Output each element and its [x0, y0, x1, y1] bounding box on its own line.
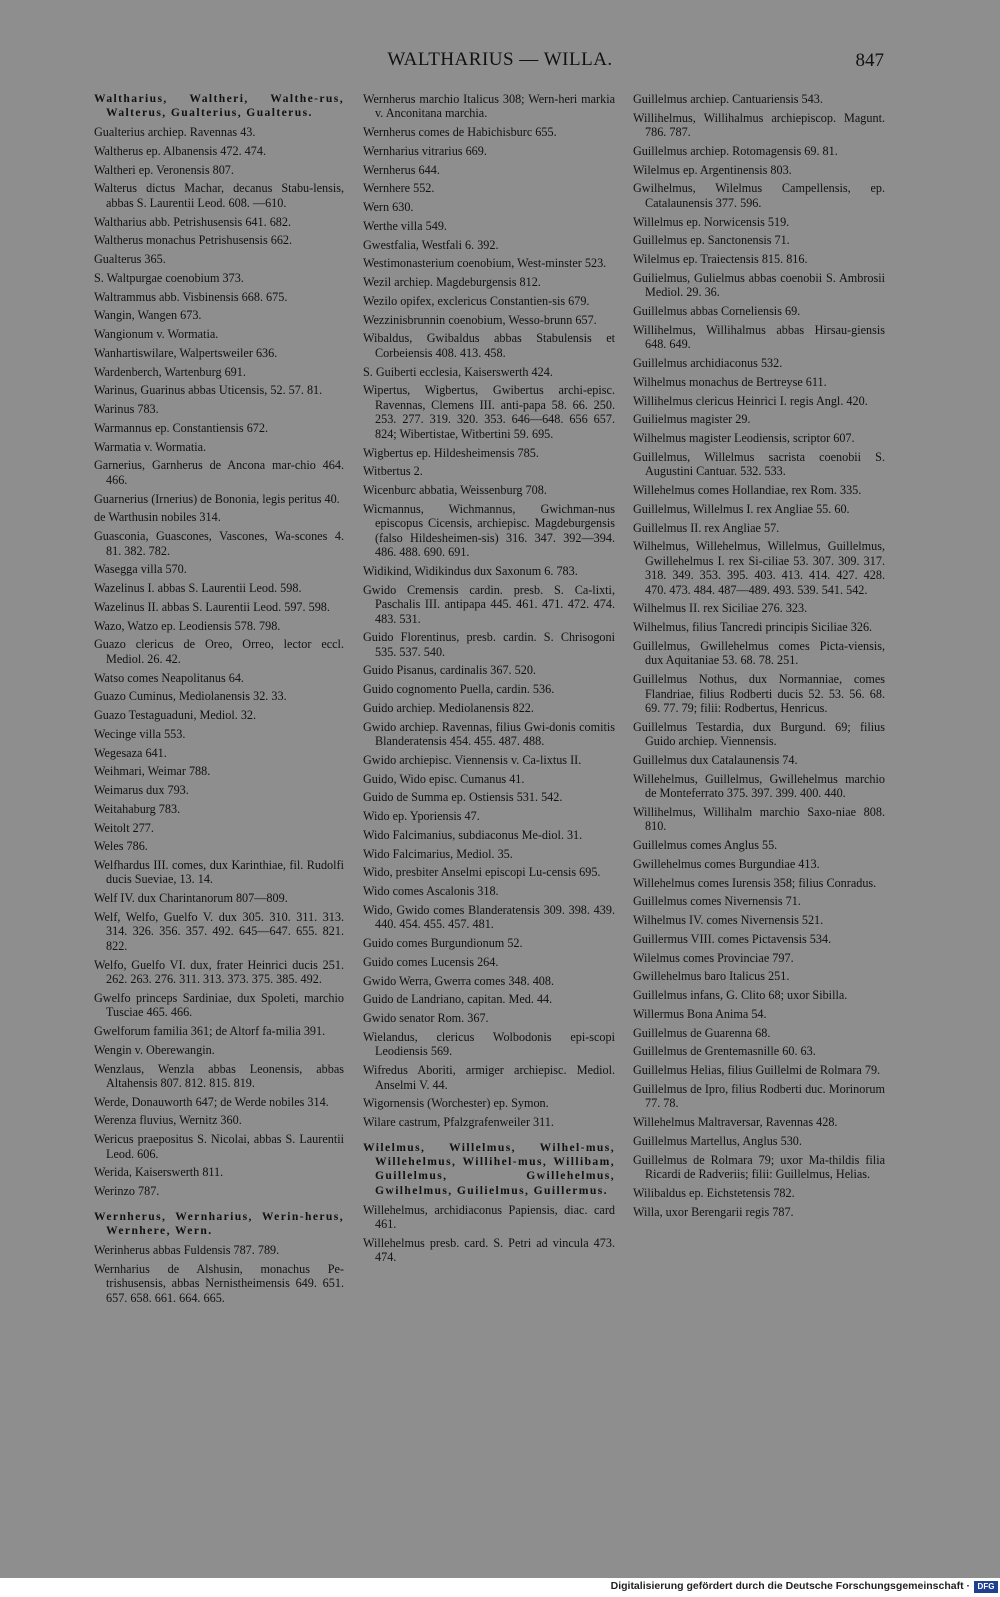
index-entry: S. Waltpurgae coenobium 373. — [94, 270, 244, 285]
index-column-1 — [94, 92, 344, 1309]
index-entry: Weihmari, Weimar 788. — [94, 764, 211, 779]
index-entry: Guillelmus de Ipro, filius Rodberti duc. Morinorum 77. 78. — [633, 1081, 885, 1111]
index-entry: Warinus, Guarinus abbas Uticensis, 52. 57. 81. — [94, 383, 323, 398]
index-entry: Wern 630. — [363, 200, 414, 215]
index-entry: Guido comes Lucensis 264. — [363, 954, 499, 969]
index-entry: Gwido Cremensis cardin. presb. S. Ca-lixti, Paschalis III. antipapa 445. 461. 471. 472. 474. 483. 531. — [363, 582, 615, 626]
index-entry: Guillelmus ep. Sanctonensis 71. — [633, 233, 790, 248]
index-entry: Werthe villa 549. — [363, 218, 447, 233]
index-entry: Guillelmus archidiaconus 532. — [633, 356, 783, 371]
index-entry: Guido de Summa ep. Ostiensis 531. 542. — [363, 790, 563, 805]
index-entry: Gwido archiep. Ravennas, filius Gwi-donis comitis Blanderatensis 454. 455. 487. 488. — [363, 719, 615, 749]
index-entry: Guillelmus de Rolmara 79; uxor Ma-thildis filia Ricardi de Radveriis; filii: Guillelmus, Helias. — [633, 1152, 885, 1181]
index-entry: Guillelmus infans, G. Clito 68; uxor Sibilla. — [633, 988, 848, 1003]
index-entry: Witbertus 2. — [363, 464, 423, 479]
index-entry: Guillelmus Martellus, Anglus 530. — [633, 1133, 802, 1148]
index-entry: Willa, uxor Berengarii regis 787. — [633, 1204, 794, 1219]
funding-credit: Digitalisierung gefördert durch die Deutsche Forschungsgemeinschaft · — [610, 1580, 970, 1592]
index-entry: Guazo Cuminus, Mediolanensis 32. 33. — [94, 689, 287, 704]
index-entry: Wernhere 552. — [363, 181, 435, 196]
index-entry: Warinus 783. — [94, 402, 159, 417]
index-entry: Welf, Welfo, Guelfo V. dux 305. 310. 311. 313. 314. 326. 356. 357. 492. 645—647. 655. 821. 822. — [94, 909, 344, 953]
index-entry: Guillelmus abbas Corneliensis 69. — [633, 304, 801, 319]
index-entry: Willihelmus, Willihalm marchio Saxo-niae 808. 810. — [633, 804, 885, 834]
index-entry: Guillermus VIII. comes Pictavensis 534. — [633, 931, 832, 946]
index-entry: Gwido archiepisc. Viennensis v. Ca-lixtus II. — [363, 752, 582, 767]
index-entry: Wido comes Ascalonis 318. — [363, 884, 499, 899]
index-entry: Gwelforum familia 361; de Altorf fa-milia 391. — [94, 1024, 326, 1039]
index-entry: Wecinge villa 553. — [94, 726, 186, 741]
index-entry: Guillelmus de Guarenna 68. — [633, 1025, 771, 1040]
index-heading: Wilelmus, Willelmus, Wilhel-mus, Willehelmus, Willihel-mus, Willibam, Guillelmus, Gwillehelmus, Gwilhelmus, Guilielmus, Guillermus. — [363, 1140, 615, 1197]
index-entry: Guillelmus, Gwillehelmus comes Picta-viensis, dux Aquitaniae 53. 68. 78. 251. — [633, 638, 885, 668]
index-entry: Weimarus dux 793. — [94, 783, 189, 798]
index-entry: Werinherus abbas Fuldensis 787. 789. — [94, 1242, 280, 1257]
index-entry: Guillelmus archiep. Rotomagensis 69. 81. — [633, 143, 838, 158]
index-entry: Werinzo 787. — [94, 1184, 160, 1199]
index-entry: Wido, presbiter Anselmi episcopi Lu-censis 695. — [363, 865, 601, 880]
index-entry: Guido Florentinus, presb. cardin. S. Chrisogoni 535. 537. 540. — [363, 630, 615, 659]
index-entry: Willihelmus, Willihalmus abbas Hirsau-giensis 648. 649. — [633, 322, 885, 352]
index-entry: Wazelinus II. abbas S. Laurentii Leod. 597. 598. — [94, 599, 330, 614]
index-entry: Wazo, Watzo ep. Leodiensis 578. 798. — [94, 618, 281, 633]
index-entry: Guillelmus, Willelmus I. rex Angliae 55. 60. — [633, 501, 850, 516]
index-entry: Warmatia v. Wormatia. — [94, 439, 207, 454]
index-heading: Waltharius, Waltheri, Walthe-rus, Walterus, Gualterius, Gualterus. — [94, 92, 344, 120]
index-entry: Welfhardus III. comes, dux Karinthiae, fil. Rudolfi ducis Sueviae, 13. 14. — [94, 858, 344, 887]
index-entry: Wilelmus comes Provinciae 797. — [633, 950, 794, 965]
index-entry: Wilhelmus II. rex Siciliae 276. 323. — [633, 601, 808, 616]
index-entry: Guido cognomento Puella, cardin. 536. — [363, 682, 555, 697]
index-entry: Wigbertus ep. Hildesheimensis 785. — [363, 445, 539, 460]
index-column-3 — [633, 92, 885, 1223]
index-entry: Guasconia, Guascones, Vascones, Wa-scones 4. 81. 382. 782. — [94, 529, 344, 558]
index-entry: Welfo, Guelfo VI. dux, frater Heinrici ducis 251. 262. 263. 276. 311. 313. 373. 375. 385. 492. — [94, 957, 344, 987]
index-entry: Guillelmus Testardia, dux Burgund. 69; filius Guido archiep. Viennensis. — [633, 719, 885, 749]
index-entry: Gualterius archiep. Ravennas 43. — [94, 125, 256, 140]
index-entry: Wezil archiep. Magdeburgensis 812. — [363, 275, 541, 290]
index-entry: Wido Falcimarius, Mediol. 35. — [363, 846, 513, 861]
index-entry: Guilielmus, Gulielmus abbas coenobii S. Ambrosii Mediol. 29. 36. — [633, 270, 885, 300]
index-entry: Werenza fluvius, Wernitz 360. — [94, 1113, 242, 1128]
index-entry: Wilhelmus, filius Tancredi principis Siciliae 326. — [633, 620, 873, 635]
index-entry: Guido comes Burgundionum 52. — [363, 936, 523, 951]
index-entry: Widikind, Widikindus dux Saxonum 6. 783. — [363, 563, 578, 578]
index-entry: Guido, Wido episc. Cumanus 41. — [363, 771, 525, 786]
index-entry: Wernherus 644. — [363, 162, 440, 177]
index-entry: Wilelmus ep. Traiectensis 815. 816. — [633, 252, 808, 267]
index-entry: Wangin, Wangen 673. — [94, 308, 202, 323]
page-number: 847 — [855, 50, 884, 71]
index-entry: Werde, Donauworth 647; de Werde nobiles 314. — [94, 1094, 329, 1109]
index-entry: Wernharius de Alshusin, monachus Pe-trishusensis, abbas Nernistheimensis 649. 651. 657. 658. 661. 664. 665. — [94, 1261, 344, 1305]
index-entry: Wasegga villa 570. — [94, 562, 187, 577]
index-entry: Wibaldus, Gwibaldus abbas Stabulensis et Corbeiensis 408. 413. 458. — [363, 331, 615, 360]
index-entry: Wernherus marchio Italicus 308; Wern-heri markia v. Anconitana marchia. — [363, 92, 615, 121]
index-entry: Wipertus, Wigbertus, Gwibertus archi-episc. Ravennas, Clemens III. anti-papa 58. 66. 250. 253. 277. 319. 320. 353. 646—648. 656 657. 824; Wibertistae, Witbertini 59. 695. — [363, 383, 615, 441]
index-entry: Guazo Testaguaduni, Mediol. 32. — [94, 708, 257, 723]
index-entry: Guazo clericus de Oreo, Orreo, lector eccl. Mediol. 26. 42. — [94, 637, 344, 666]
index-entry: Willehelmus, archidiaconus Papiensis, diac. card 461. — [363, 1202, 615, 1232]
index-entry: Willehelmus Maltraversar, Ravennas 428. — [633, 1115, 838, 1130]
index-entry: Willelmus ep. Norwicensis 519. — [633, 214, 790, 229]
index-heading: Wernherus, Wernharius, Werin-herus, Wernhere, Wern. — [94, 1209, 344, 1238]
index-entry: Willehelmus comes Iurensis 358; filius Conradus. — [633, 875, 877, 890]
index-entry: Guillelmus, Willelmus sacrista coenobii S. Augustini Cantuar. 532. 533. — [633, 449, 885, 479]
index-entry: Willehelmus presb. card. S. Petri ad vincula 473. 474. — [363, 1235, 615, 1265]
page-title: WALTHARIUS — WILLA. — [387, 49, 613, 70]
index-entry: Guillelmus comes Anglus 55. — [633, 838, 778, 853]
index-entry: Gwestfalia, Westfali 6. 392. — [363, 237, 499, 252]
index-entry: Guillelmus de Grentemasnille 60. 63. — [633, 1044, 816, 1059]
index-entry: Wanhartiswilare, Walpertsweiler 636. — [94, 345, 278, 360]
index-entry: Willihelmus, Willihalmus archiepiscop. Magunt. 786. 787. — [633, 110, 885, 140]
index-entry: Guillelmus Helias, filius Guillelmi de Rolmara 79. — [633, 1063, 881, 1078]
index-entry: Wezzinisbrunnin coenobium, Wesso-brunn 657. — [363, 312, 597, 327]
index-entry: Willermus Bona Anima 54. — [633, 1006, 767, 1021]
index-entry: Wicmannus, Wichmannus, Gwichman-nus episcopus Cicensis, archiepisc. Magdeburgensis (falso Hildesheimen-sis) 316. 347. 392—394. 486. 488. 690. 691. — [363, 501, 615, 560]
index-entry: Gwelfo princeps Sardiniae, dux Spoleti, marchio Tusciae 465. 466. — [94, 990, 344, 1020]
index-entry: Wilare castrum, Pfalzgrafenweiler 311. — [363, 1115, 554, 1130]
index-entry: Gwillehelmus baro Italicus 251. — [633, 969, 790, 984]
index-entry: Walterus dictus Machar, decanus Stabu-lensis, abbas S. Laurentii Leod. 608. —610. — [94, 181, 344, 210]
index-column-2 — [363, 92, 615, 1269]
dfg-logo: DFG — [974, 1581, 998, 1593]
index-entry: Wilhelmus IV. comes Nivernensis 521. — [633, 913, 824, 928]
index-entry: Wido ep. Yporiensis 47. — [363, 809, 480, 824]
index-entry: Weles 786. — [94, 839, 148, 854]
index-entry: Wifredus Aboriti, armiger archiepisc. Mediol. Anselmi V. 44. — [363, 1063, 615, 1092]
footer-bar — [0, 1578, 1000, 1597]
index-entry: Weitahaburg 783. — [94, 801, 181, 816]
index-entry: Gwillehelmus comes Burgundiae 413. — [633, 856, 820, 871]
index-entry: Guillelmus comes Nivernensis 71. — [633, 894, 801, 909]
index-entry: Wengin v. Oberewangin. — [94, 1042, 215, 1057]
index-entry: Guilielmus magister 29. — [633, 412, 751, 427]
index-entry: Warmannus ep. Constantiensis 672. — [94, 420, 269, 435]
index-entry: Guillelmus dux Catalaunensis 74. — [633, 752, 798, 767]
index-entry: S. Guiberti ecclesia, Kaiserswerth 424. — [363, 364, 553, 379]
index-entry: Wilelmus ep. Argentinensis 803. — [633, 162, 792, 177]
index-entry: Wicenburc abbatia, Weissenburg 708. — [363, 483, 547, 498]
index-entry: Weitolt 277. — [94, 820, 154, 835]
index-entry: Guillelmus II. rex Angliae 57. — [633, 520, 780, 535]
index-entry: Guido archiep. Mediolanensis 822. — [363, 700, 534, 715]
index-entry: Waltharius abb. Petrishusensis 641. 682. — [94, 214, 292, 229]
index-entry: Willehelmus, Guillelmus, Gwillehelmus marchio de Monteferrato 375. 397. 399. 400. 440. — [633, 771, 885, 801]
index-entry: Wardenberch, Wartenburg 691. — [94, 364, 246, 379]
index-entry: Wazelinus I. abbas S. Laurentii Leod. 598. — [94, 581, 302, 596]
index-entry: Werida, Kaiserswerth 811. — [94, 1165, 224, 1180]
index-entry: Watso comes Neapolitanus 64. — [94, 670, 244, 685]
index-entry: Willehelmus comes Hollandiae, rex Rom. 335. — [633, 483, 862, 498]
index-entry: Wernharius vitrarius 669. — [363, 143, 487, 158]
index-entry: Gwilhelmus, Wilelmus Campellensis, ep. Catalaunensis 377. 596. — [633, 181, 885, 210]
index-entry: Wernherus comes de Habichisburc 655. — [363, 125, 557, 140]
index-entry: Guillelmus Nothus, dux Normanniae, comes Flandriae, filius Rodberti ducis 52. 53. 56. 68. 69. 77. 79; filii: Rodbertus, Henricus. — [633, 672, 885, 715]
index-entry: Garnerius, Garnherus de Ancona mar-chio 464. 466. — [94, 458, 344, 487]
index-entry: Wido, Gwido comes Blanderatensis 309. 398. 439. 440. 454. 455. 457. 481. — [363, 902, 615, 932]
index-entry: Gwido senator Rom. 367. — [363, 1011, 489, 1026]
index-entry: Guarnerius (Irnerius) de Bononia, legis peritus 40. — [94, 491, 340, 506]
index-entry: Wilibaldus ep. Eichstetensis 782. — [633, 1185, 795, 1200]
index-entry: Wangionum v. Wormatia. — [94, 327, 219, 342]
index-entry: Wezilo opifex, exclericus Constantien-sis 679. — [363, 293, 590, 308]
index-entry: Waltheri ep. Veronensis 807. — [94, 162, 234, 177]
index-entry: Waltrammus abb. Visbinensis 668. 675. — [94, 289, 288, 304]
index-entry: Waltherus monachus Petrishusensis 662. — [94, 233, 293, 248]
index-entry: Wielandus, clericus Wolbodonis epi-scopi Leodiensis 569. — [363, 1029, 615, 1059]
index-entry: Gualterus 365. — [94, 252, 166, 267]
index-entry: Wericus praepositus S. Nicolai, abbas S. Laurentii Leod. 606. — [94, 1132, 344, 1161]
index-entry: de Warthusin nobiles 314. — [94, 510, 221, 525]
index-entry: Guido Pisanus, cardinalis 367. 520. — [363, 663, 536, 678]
index-entry: Wegesaza 641. — [94, 745, 167, 760]
index-entry: Guido de Landriano, capitan. Med. 44. — [363, 992, 553, 1007]
index-entry: Wido Falcimanius, subdiaconus Me-diol. 31. — [363, 827, 583, 842]
index-entry: Welf IV. dux Charintanorum 807—809. — [94, 891, 288, 906]
index-entry: Wilhelmus magister Leodiensis, scriptor 607. — [633, 431, 855, 446]
index-entry: Waltherus ep. Albanensis 472. 474. — [94, 143, 266, 158]
index-entry: Wigornensis (Worchester) ep. Symon. — [363, 1096, 549, 1111]
index-entry: Westimonasterium coenobium, West-minster 523. — [363, 256, 607, 271]
index-entry: Wilhelmus, Willehelmus, Willelmus, Guillelmus, Gwillehelmus I. rex Si-ciliae 53. 307. 309. 317. 318. 349. 353. 395. 403. 413. 414. 427. 428. 470. 473. 484. 487—489. 493. 539. 541. 542. — [633, 539, 885, 597]
index-entry: Guillelmus archiep. Cantuariensis 543. — [633, 92, 823, 106]
index-entry: Willihelmus clericus Heinrici I. regis Angl. 420. — [633, 393, 868, 408]
index-entry: Wilhelmus monachus de Bertreyse 611. — [633, 374, 827, 389]
index-entry: Gwido Werra, Gwerra comes 348. 408. — [363, 973, 555, 988]
index-entry: Wenzlaus, Wenzla abbas Leonensis, abbas Altahensis 807. 812. 815. 819. — [94, 1061, 344, 1090]
